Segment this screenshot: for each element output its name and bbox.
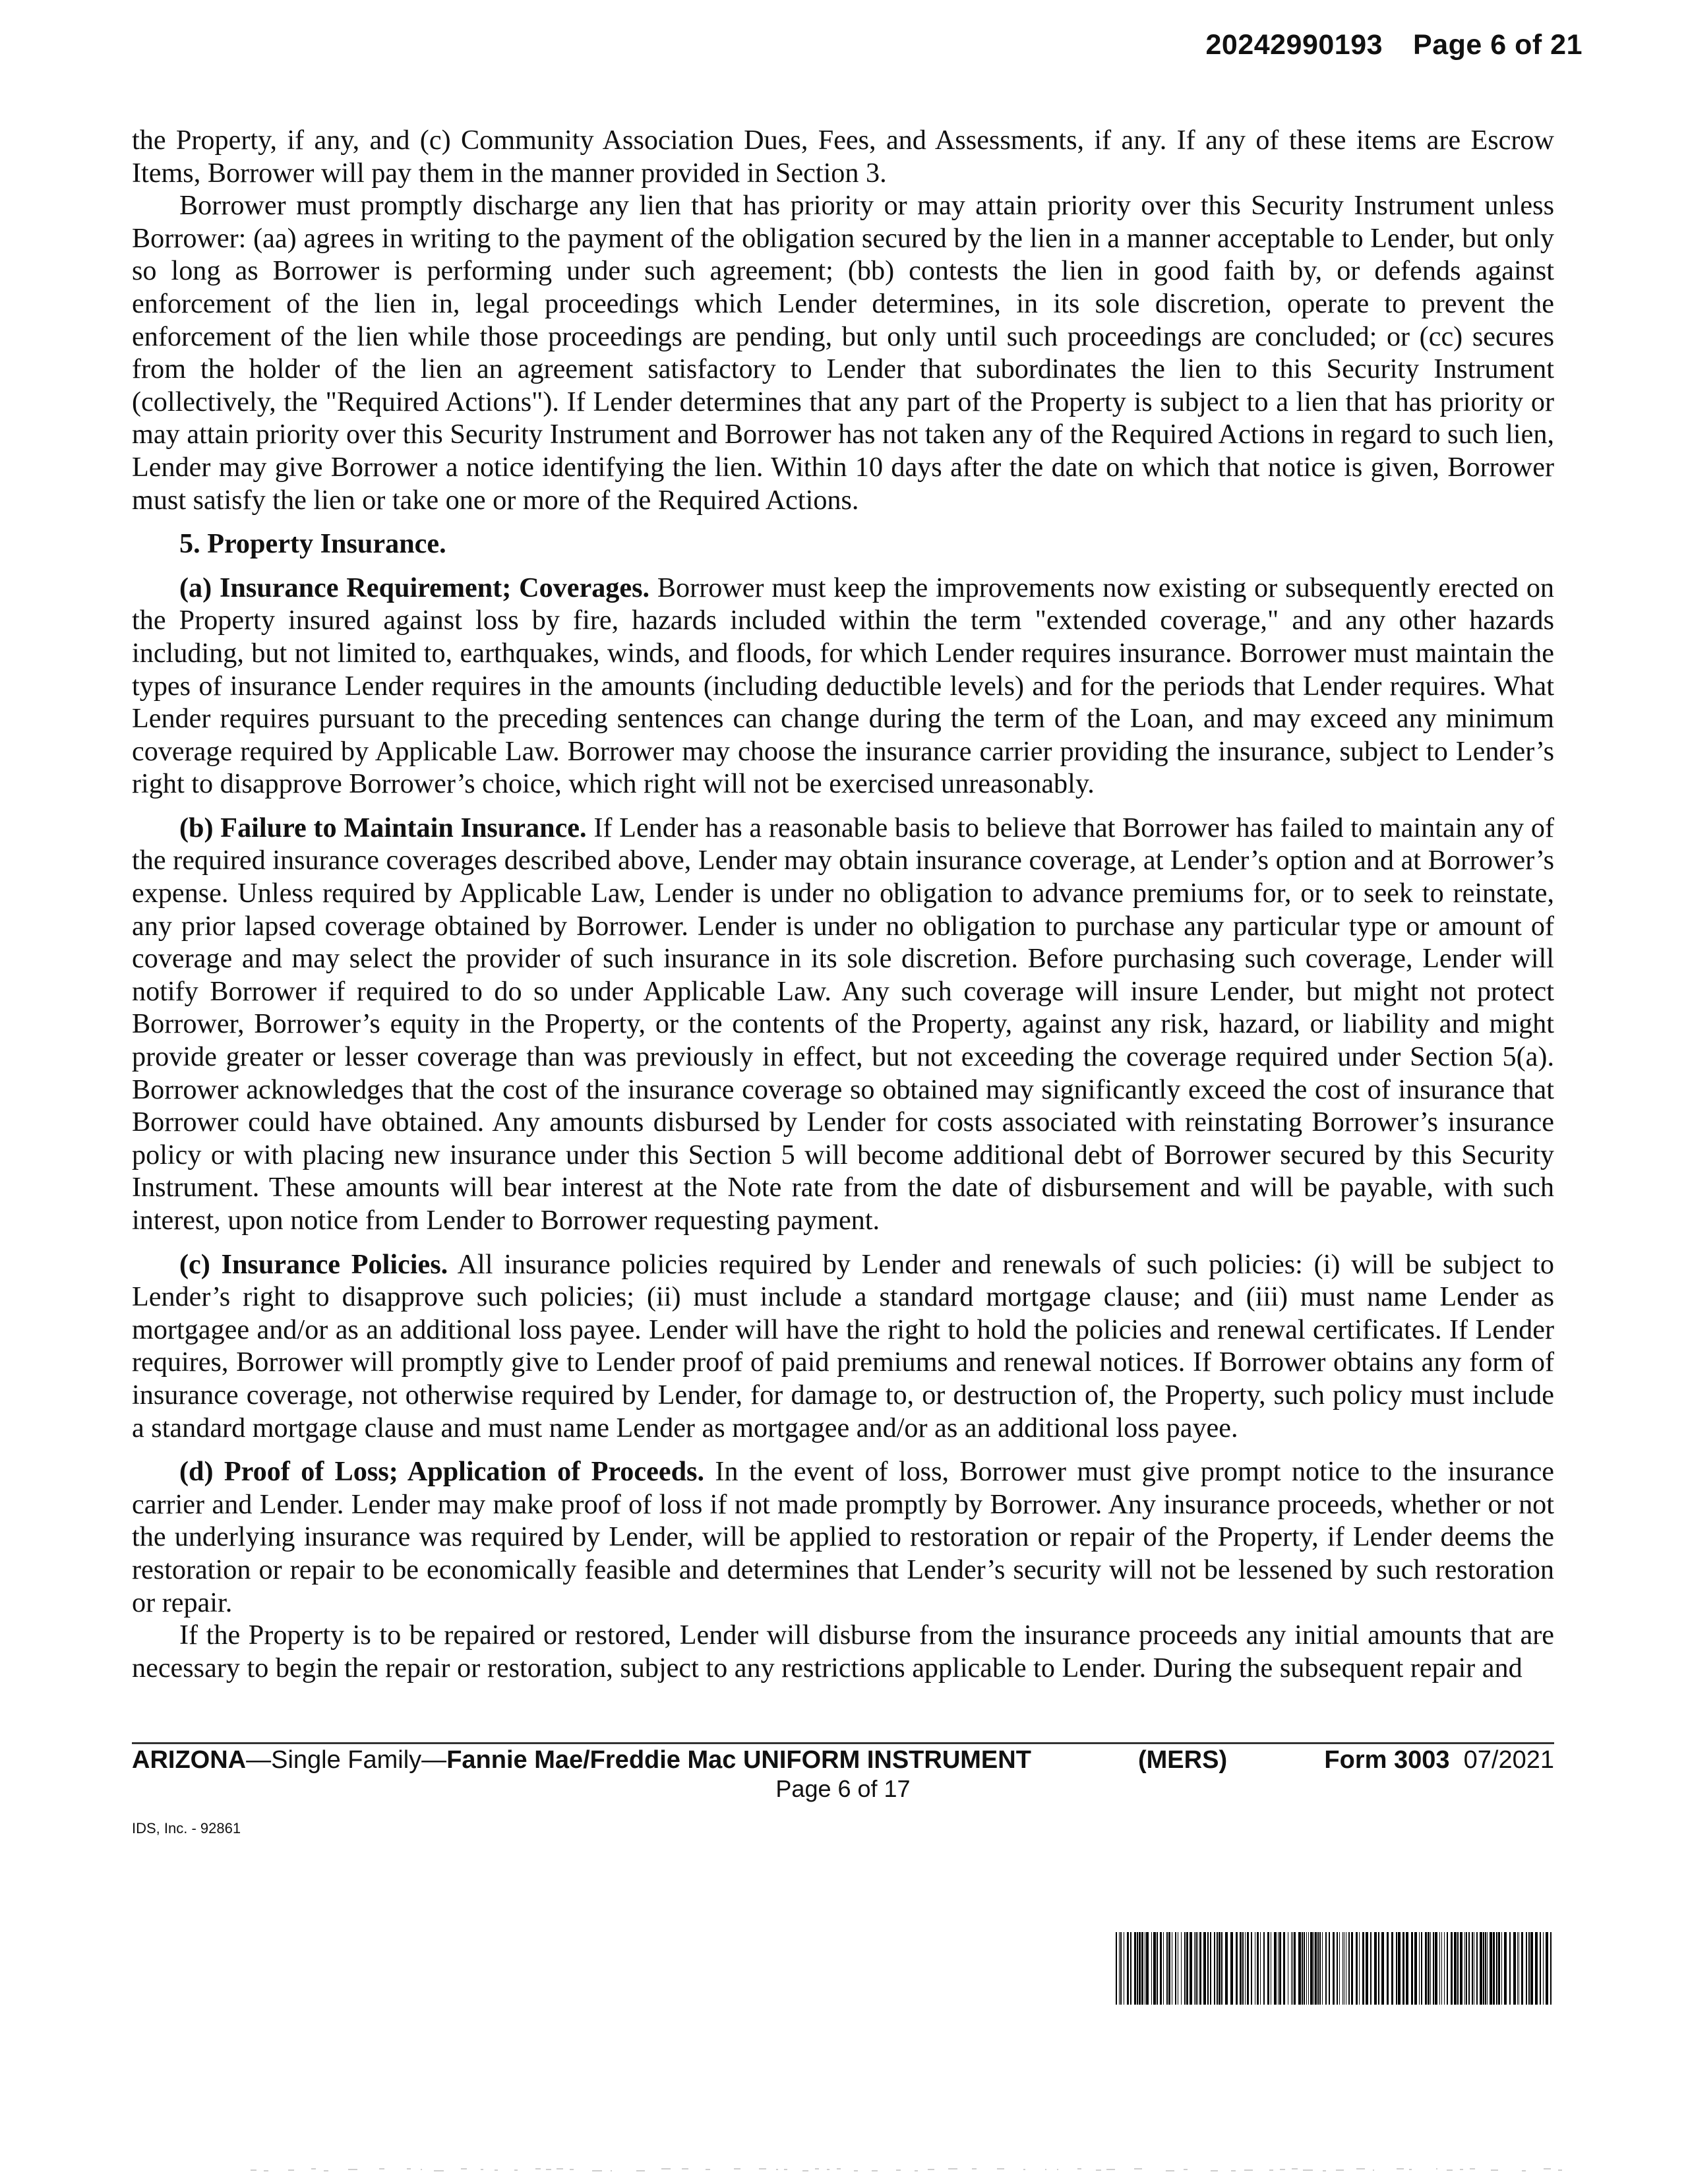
heading-5b: (b) Failure to Maintain Insurance.: [179, 812, 587, 843]
recording-number: 20242990193: [1205, 29, 1383, 61]
paragraph-5c: [132, 1248, 1554, 1445]
page-header: [1205, 29, 1582, 61]
text-5d: In the event of loss, Borrower must give prompt notice to the insurance carrier and Lender. Lender may make proof of loss if not made promptly by Borrower. Any insurance proceeds, whether or not the underlying insurance was required by Lender, will be applied to restoration or repair of the Property, if Lender deems the restoration or repair to be economically feasible and determines that Lender’s security will not be lessened by such restoration or repair.: [132, 1456, 1555, 1618]
heading-5d: (d) Proof of Loss; Application of Proceeds.: [179, 1456, 705, 1488]
footer-divider: [132, 1742, 1554, 1744]
paragraph-lien-discharge: Borrower must promptly discharge any lien that has priority or may attain priority over this Security Instrument unless Borrower: (aa) agrees in writing to the payment of the obligation secured by the lien in a manner acceptable to Lender, but only so long as Borrower is performing under such agreement; (bb) contests the lien in good faith by, or defends against enforcement of the lien in, legal proceedings which Lender determines, in its sole discretion, operate to prevent the enforcement of the lien while those proceedings are pending, but only until such proceedings are concluded; or (cc) secures from the holder of the lien an agreement satisfactory to Lender that subordinates the lien to this Security Instrument (collectively, the "Required Actions"). If Lender determines that any part of the Property is subject to a lien that has priority or may attain priority over this Security Instrument and Borrower has not taken any of the Required Actions in regard to such lien, Lender may give Borrower a notice identifying the lien. Within 10 days after the date on which that notice is given, Borrower must satisfy the lien or take one or more of the Required Actions.: [132, 190, 1554, 516]
paragraph-escrow-items: the Property, if any, and (c) Community Association Dues, Fees, and Assessments, if any. If any of these items are Escrow Items, Borrower will pay them in the manner provided in Section 3.: [132, 125, 1554, 189]
text-5a: Borrower must keep the improvements now existing or subsequently erected on the Property insured against loss by fire, hazards included within the term "extended coverage," and any other hazards including, but not limited to, earthquakes, winds, and floods, for which Lender requires insurance. Borrower must maintain the types of insurance Lender requires in the amounts (including deductible levels) and for the periods that Lender requires. What Lender requires pursuant to the preceding sentences can change during the term of the Loan, and may exceed any minimum coverage required by Applicable Law. Borrower may choose the insurance carrier providing the insurance, subject to Lender’s right to disapprove Borrower’s choice, which right will not be exercised unreasonably.: [132, 572, 1555, 800]
footer-form-line: [132, 1746, 1554, 1774]
document-body: [132, 124, 1554, 1684]
footer-instrument: Fannie Mae/Freddie Mac UNIFORM INSTRUMENT: [446, 1746, 1031, 1774]
footer-form-number: [1324, 1746, 1554, 1774]
text-5b: If Lender has a reasonable basis to believe that Borrower has failed to maintain any of the required insurance coverages described above, Lender may obtain insurance coverage, at Lender’s option and at Borrower’s expense. Unless required by Applicable Law, Lender is under no obligation to advance premiums for, or to seek to reinstate, any prior lapsed coverage obtained by Borrower. Lender is under no obligation to purchase any particular type or amount of coverage and may select the provider of such insurance in its sole discretion. Before purchasing such coverage, Lender will notify Borrower if required to do so under Applicable Law. Any such coverage will insure Lender, but might not protect Borrower, Borrower’s equity in the Property, or the contents of the Property, against any risk, hazard, or liability and might provide greater or lesser coverage than was previously in effect, but not exceeding the coverage required under Section 5(a). Borrower acknowledges that the cost of the insurance coverage so obtained may significantly exceed the cost of insurance that Borrower could have obtained. Any amounts disbursed by Lender for costs associated with reinstating Borrower’s insurance policy or with placing new insurance under this Section 5 will become additional debt of Borrower secured by this Security Instrument. These amounts will bear interest at the Note rate from the date of disbursement and will be payable, with such interest, upon notice from Lender to Borrower requesting payment.: [132, 812, 1555, 1236]
footer-mers: (MERS): [1138, 1746, 1228, 1774]
footer-page-number: Page 6 of 17: [775, 1775, 911, 1802]
footer-form-label: Form 3003: [1324, 1746, 1450, 1774]
footer-form-date: 07/2021: [1463, 1746, 1554, 1774]
text-5c: All insurance policies required by Lender and renewals of such policies: (i) will be subject to Lender’s right to disapprove such policies; (ii) must include a standard mortgage clause; and (iii) must name Lender as mortgagee and/or as an additional loss payee. Lender will have the right to hold the policies and renewal certificates. If Lender requires, Borrower will promptly give to Lender proof of paid premiums and renewal notices. If Borrower obtains any form of insurance coverage, not otherwise required by Lender, for damage to, or destruction of, the Property, such policy must include a standard mortgage clause and must name Lender as mortgagee and/or as an additional loss payee.: [132, 1248, 1555, 1443]
heading-5c: (c) Insurance Policies.: [179, 1248, 448, 1280]
footer-family: —Single Family—: [246, 1746, 447, 1774]
header-page-label: Page 6 of 21: [1413, 29, 1582, 61]
paragraph-repair: If the Property is to be repaired or restored, Lender will disburse from the insurance proceeds any initial amounts that are necessary to begin the repair or restoration, subject to any restrictions applicable to Lender. During the subsequent repair and: [132, 1620, 1554, 1684]
paragraph-5b: [132, 812, 1554, 1237]
paragraph-5a: [132, 572, 1554, 801]
footer-state: ARIZONA: [132, 1746, 247, 1774]
heading-5a: (a) Insurance Requirement; Coverages.: [179, 572, 650, 603]
paragraph-5d: [132, 1455, 1554, 1619]
scan-artifact: [251, 2166, 1569, 2173]
section-5-heading: 5. Property Insurance.: [179, 528, 446, 560]
ids-code: IDS, Inc. - 92861: [132, 1820, 241, 1836]
barcode-icon: [1116, 1932, 1555, 2005]
